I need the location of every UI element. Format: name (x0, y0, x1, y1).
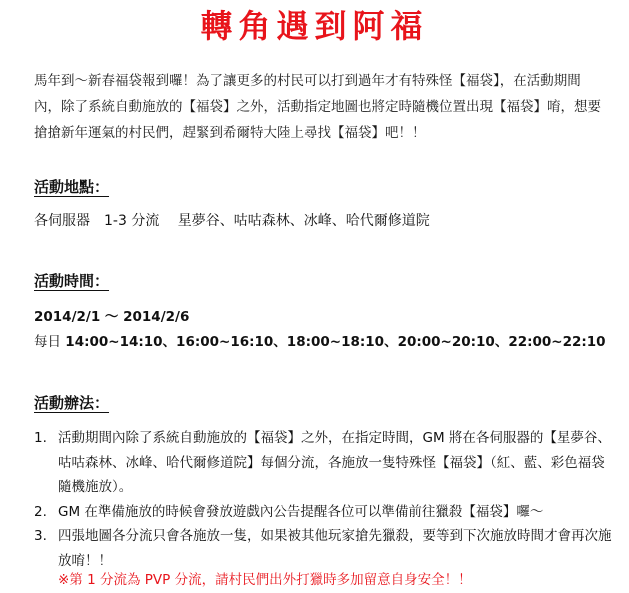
daily-schedule (34, 331, 606, 353)
location-text: 各伺服器 1-3 分流 星夢谷、咕咕森林、冰峰、哈代爾修道院 (34, 213, 430, 229)
pvp-warning: ※第 1 分流為 PVP 分流，請村民們出外打獵時多加留意自身安全！！ (58, 572, 472, 588)
rule-text: 四張地圖各分流只會各施放一隻，如果被其他玩家搶先獵殺，要等到下次施放時間才會再次施放唷！！ (58, 528, 612, 569)
rule-number: 2. (34, 503, 47, 520)
rule-number: 1. (34, 430, 47, 446)
method-heading: 活動辦法： (34, 394, 110, 412)
list-item (34, 426, 614, 500)
page-title: 轉角遇到阿福 (200, 7, 429, 45)
list-item (34, 500, 614, 525)
time-heading: 活動時間： (34, 272, 110, 290)
rules-list (34, 426, 614, 573)
location-heading: 活動地點： (34, 178, 110, 196)
daily-slots: 14:00~14:10、16:00~16:10、18:00~18:10、20:00~20:10、22:00~22:10 (65, 334, 606, 350)
intro-paragraph: 馬年到～新春福袋報到囉！為了讓更多的村民可以打到過年才有特殊怪【福袋】，在活動期間內，除了系統自動施放的【福袋】之外，活動指定地圖也將定時隨機位置出現【福袋】唷，想要搶搶新年運氣的村民們，趕緊到希爾特大陸上尋找【福袋】吧！！ (34, 73, 601, 141)
rule-number: 3. (34, 528, 47, 544)
rule-text: GM 在準備施放的時候會發放遊戲內公告提醒各位可以準備前往獵殺【福袋】囉～ (58, 503, 544, 520)
list-item (34, 524, 614, 573)
date-range: 2014/2/1 ～ 2014/2/6 (34, 309, 190, 325)
rule-text: 活動期間內除了系統自動施放的【福袋】之外，在指定時間，GM 將在各伺服器的【星夢谷、咕咕森林、冰峰、哈代爾修道院】每個分流，各施放一隻特殊怪【福袋】（紅、藍、彩色福袋隨機施放）。 (58, 430, 611, 495)
daily-prefix: 每日 (34, 334, 66, 350)
